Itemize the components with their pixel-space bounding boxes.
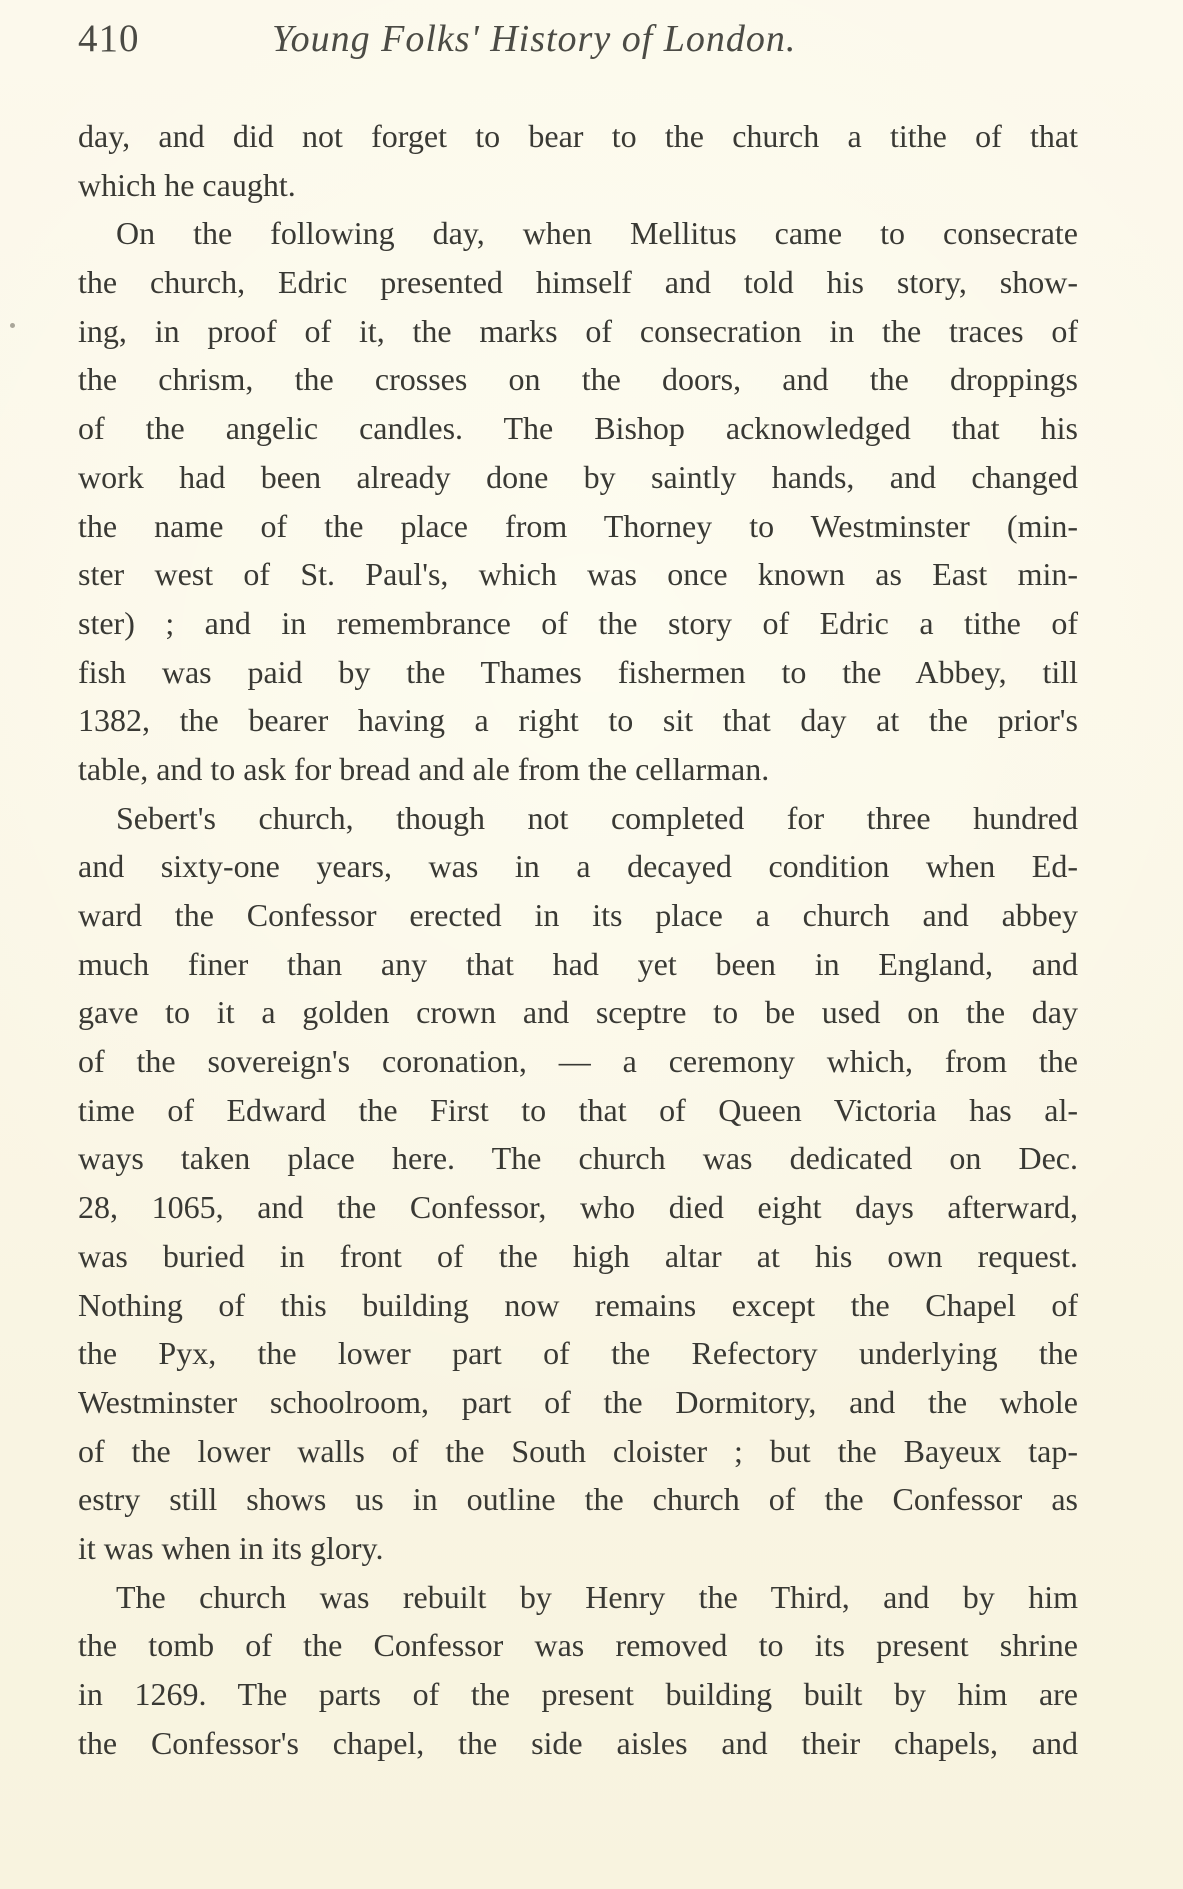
text-line: estry still shows us in outline the church of the Confessor as	[78, 1481, 1078, 1518]
text-line: On the following day, when Mellitus came to consecrate	[116, 215, 1078, 252]
text-line: much finer than any that had yet been in England, and	[78, 945, 1078, 982]
text-line: the Pyx, the lower part of the Refectory underlying the	[78, 1335, 1078, 1372]
text-line: of the lower walls of the South cloister ; but the Bayeux tap-	[78, 1432, 1078, 1469]
text-line: ster) ; and in remembrance of the story of Edric a tithe of	[78, 604, 1078, 641]
text-line: ways taken place here. The church was dedicated on Dec.	[78, 1140, 1078, 1177]
text-line: of the sovereign's coronation, — a ceremony which, from the	[78, 1043, 1078, 1080]
text-line: it was when in its glory.	[78, 1529, 384, 1566]
text-line: the chrism, the crosses on the doors, and the droppings	[78, 361, 1078, 398]
page-number: 410	[78, 17, 140, 60]
text-line: which he caught.	[78, 166, 296, 203]
text-line: The church was rebuilt by Henry the Third, and by him	[116, 1578, 1078, 1615]
text-line: time of Edward the First to that of Queen Victoria has al-	[78, 1091, 1078, 1128]
running-title: Young Folks' History of London.	[272, 18, 797, 60]
text-line: 1382, the bearer having a right to sit that day at the prior's	[78, 702, 1078, 739]
body-text	[78, 112, 1078, 1767]
text-line: gave to it a golden crown and sceptre to be used on the day	[78, 994, 1078, 1031]
text-line: Sebert's church, though not completed for three hundred	[116, 799, 1078, 836]
text-line: 28, 1065, and the Confessor, who died eight days afterward,	[78, 1189, 1078, 1226]
text-line: ing, in proof of it, the marks of consecration in the traces of	[78, 312, 1078, 349]
text-line: table, and to ask for bread and ale from the cellarman.	[78, 750, 770, 787]
text-line: ster west of St. Paul's, which was once known as East min-	[78, 556, 1078, 593]
text-line: the name of the place from Thorney to Westminster (min-	[78, 507, 1078, 544]
text-line: was buried in front of the high altar at his own request.	[78, 1237, 1078, 1274]
text-line: the Confessor's chapel, the side aisles and their chapels, and	[78, 1724, 1078, 1761]
text-line: work had been already done by saintly hands, and changed	[78, 458, 1078, 495]
text-line: and sixty-one years, was in a decayed condition when Ed-	[78, 848, 1078, 885]
text-line: the church, Edric presented himself and told his story, show-	[78, 264, 1078, 301]
text-line: fish was paid by the Thames fishermen to the Abbey, till	[78, 653, 1078, 690]
text-line: day, and did not forget to bear to the church a tithe of that	[78, 118, 1078, 154]
text-line: Nothing of this building now remains except the Chapel of	[78, 1286, 1078, 1323]
margin-dot	[10, 323, 15, 328]
running-head	[78, 16, 1078, 76]
text-line: Westminster schoolroom, part of the Dormitory, and the whole	[78, 1383, 1078, 1420]
text-line: in 1269. The parts of the present building built by him are	[78, 1676, 1078, 1712]
text-line: of the angelic candles. The Bishop acknowledged that his	[78, 410, 1078, 447]
text-line: the tomb of the Confessor was removed to its present shrine	[78, 1627, 1078, 1664]
text-line: ward the Confessor erected in its place a church and abbey	[78, 897, 1078, 933]
